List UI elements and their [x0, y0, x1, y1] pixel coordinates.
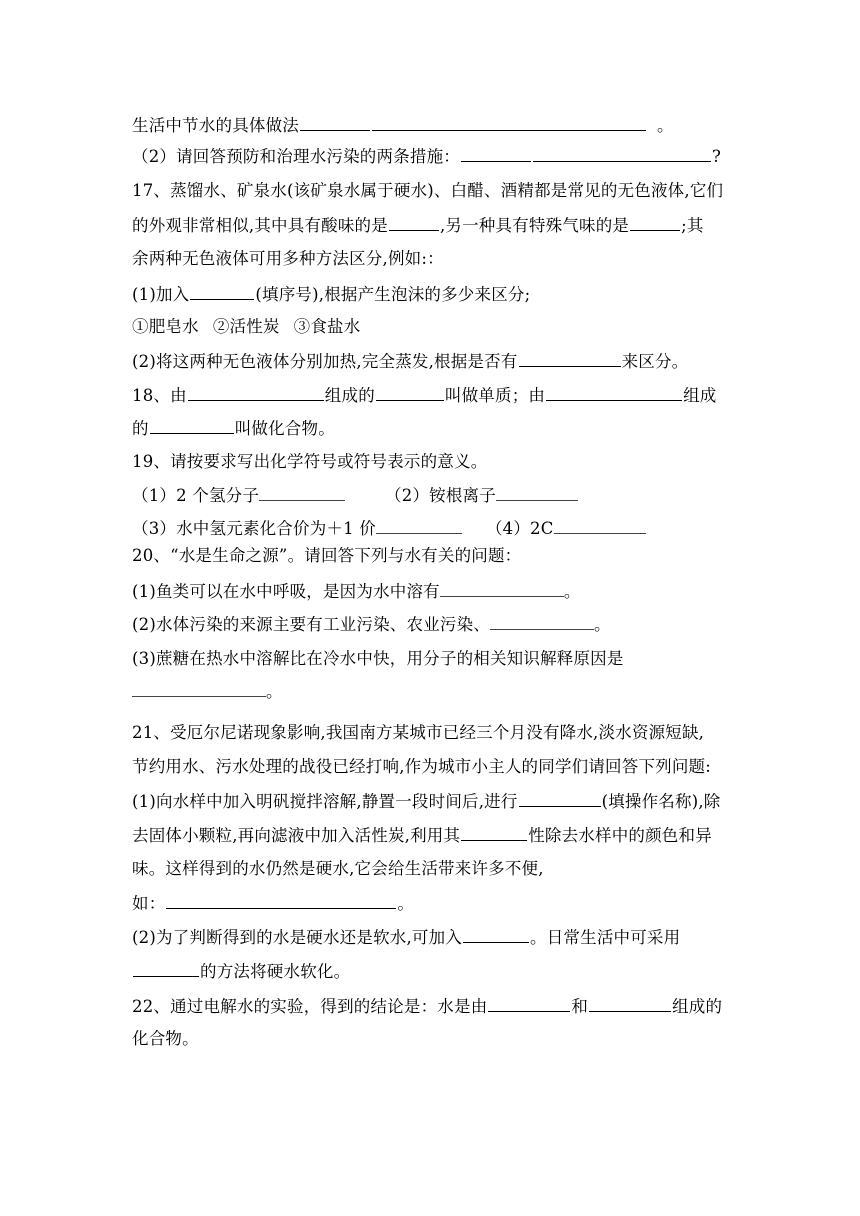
text: 组成的 — [672, 997, 723, 1016]
q20-part1 — [132, 581, 734, 603]
text: (1)加入 — [132, 285, 190, 304]
text: 17、蒸馏水、矿泉水(该矿泉水属于硬水)、白醋、酒精都是常见的无色液体,它们 — [132, 181, 724, 200]
text: (1)鱼类可以在水中呼吸，是因为水中溶有 — [132, 582, 440, 601]
answer-blank[interactable] — [463, 926, 529, 943]
q21-line1 — [132, 722, 734, 744]
answer-blank[interactable] — [133, 960, 199, 977]
text: 叫做化合物。 — [234, 419, 335, 438]
text: ? — [712, 147, 722, 166]
q17-line3 — [132, 248, 734, 270]
q21-part2-line1 — [132, 926, 734, 949]
q20-part3-answer — [132, 681, 734, 703]
text: (填序号),根据产生泡沫的多少来区分; — [255, 285, 531, 304]
answer-blank[interactable] — [630, 214, 680, 231]
q16-line1 — [132, 114, 734, 137]
answer-blank[interactable] — [389, 214, 439, 231]
text: (2)将这两种无色液体分别加热,完全蒸发,根据是否有 — [132, 352, 518, 371]
text: 节约用水、污水处理的战役已经打响,作为城市小主人的同学们请回答下列问题: — [132, 757, 712, 776]
text: 20、“水是生命之源”。请回答下列与水有关的问题： — [132, 546, 522, 565]
answer-blank[interactable] — [490, 615, 594, 630]
text: （4）2C — [485, 519, 554, 538]
text: 。 — [563, 582, 581, 601]
q21-line2 — [132, 756, 734, 778]
text: 的方法将硬水软化。 — [200, 962, 351, 981]
text: 生活中节水的具体做法 — [132, 116, 299, 135]
text: 的 — [132, 419, 149, 438]
answer-blank[interactable] — [496, 486, 578, 501]
text: 味。这样得到的水仍然是硬水,它会给生活带来许多不便, — [132, 859, 544, 878]
text: 去固体小颗粒,再向滤液中加入活性炭,利用其 — [132, 826, 461, 845]
text: 。 — [397, 894, 415, 913]
q19-title — [132, 451, 734, 473]
q21-part1-line1 — [132, 790, 734, 813]
q20-title — [132, 545, 734, 567]
text: 余两种无色液体可用多种方法区分,例如:： — [132, 249, 444, 268]
q17-part2 — [132, 350, 734, 373]
answer-blank[interactable] — [554, 519, 646, 534]
text: (2)水体污染的来源主要有工业污染、农业污染、 — [132, 615, 490, 634]
text: 18、由 — [132, 386, 187, 405]
text: ,另一种具有特殊气味的是 — [439, 216, 630, 235]
answer-blank[interactable] — [440, 582, 564, 597]
answer-blank[interactable] — [546, 384, 682, 401]
text: 性除去水样中的颜色和异 — [528, 826, 712, 845]
q16-part2 — [132, 145, 734, 168]
text: ;其 — [681, 216, 704, 235]
text: 。 — [593, 615, 611, 634]
option-3: ③食盐水 — [293, 317, 361, 336]
answer-blank[interactable] — [533, 145, 711, 162]
text: (填操作名称),除 — [601, 792, 721, 811]
text: 组成 — [683, 386, 717, 405]
text: 。 — [266, 682, 283, 701]
q22-line1 — [132, 995, 734, 1018]
q21-part1-line3 — [132, 858, 734, 880]
text: 组成的 — [324, 386, 375, 405]
answer-blank[interactable] — [519, 350, 621, 367]
answer-blank[interactable] — [372, 114, 646, 131]
answer-blank[interactable] — [132, 682, 266, 697]
answer-blank[interactable] — [488, 995, 570, 1012]
answer-blank[interactable] — [461, 145, 531, 162]
answer-blank[interactable] — [166, 892, 396, 909]
q20-part2 — [132, 614, 734, 636]
text: （1）2 个氢分子 — [132, 486, 260, 505]
text: 22、通过电解水的实验，得到的结论是：水是由 — [132, 997, 488, 1016]
q21-part1-line2 — [132, 824, 734, 847]
text: （2）铵根离子 — [385, 486, 496, 505]
text: 21、受厄尔尼诺现象影响,我国南方某城市已经三个月没有降水,淡水资源短缺, — [132, 723, 705, 742]
answer-blank[interactable] — [190, 283, 254, 300]
answer-blank[interactable] — [188, 384, 324, 401]
text: (3)蔗糖在热水中溶解比在冷水中快，用分子的相关知识解释原因是 — [132, 649, 624, 668]
text: （3）水中氢元素化合价为＋1 价 — [132, 519, 376, 538]
text: 如： — [132, 894, 166, 913]
text: （2）请回答预防和治理水污染的两条措施： — [132, 147, 460, 166]
q17-options — [132, 316, 734, 338]
answer-blank[interactable] — [150, 417, 234, 434]
q17-line2 — [132, 214, 734, 237]
q22-line2 — [132, 1028, 734, 1050]
q18-line1 — [132, 384, 734, 407]
text: 来区分。 — [621, 352, 689, 371]
q18-line2 — [132, 417, 734, 440]
text: 和 — [571, 997, 589, 1016]
answer-blank[interactable] — [461, 824, 527, 841]
q17-line1 — [132, 180, 734, 202]
text: 叫做单质；由 — [444, 386, 546, 405]
text: 。日常生活中可采用 — [530, 928, 681, 947]
text: 的外观非常相似,其中具有酸味的是 — [132, 216, 388, 235]
text: 。 — [657, 116, 674, 135]
answer-blank[interactable] — [589, 995, 671, 1012]
q19-row1 — [132, 485, 734, 507]
text: 化合物。 — [132, 1029, 199, 1048]
q20-part3 — [132, 648, 734, 670]
answer-blank[interactable] — [519, 790, 601, 807]
q21-part2-line2 — [132, 960, 734, 983]
option-1: ①肥皂水 — [132, 317, 199, 336]
answer-blank[interactable] — [376, 384, 444, 401]
answer-blank[interactable] — [259, 486, 345, 501]
text: (1)向水样中加入明矾搅拌溶解,静置一段时间后,进行 — [132, 792, 518, 811]
option-2: ②活性炭 — [212, 317, 280, 336]
q21-part1-line4 — [132, 892, 734, 915]
answer-blank[interactable] — [376, 519, 462, 534]
text: 19、请按要求写出化学符号或符号表示的意义。 — [132, 452, 488, 471]
text: (2)为了判断得到的水是硬水还是软水,可加入 — [132, 928, 463, 947]
answer-blank[interactable] — [300, 114, 370, 131]
q19-row2 — [132, 518, 734, 540]
q17-part1 — [132, 283, 734, 306]
